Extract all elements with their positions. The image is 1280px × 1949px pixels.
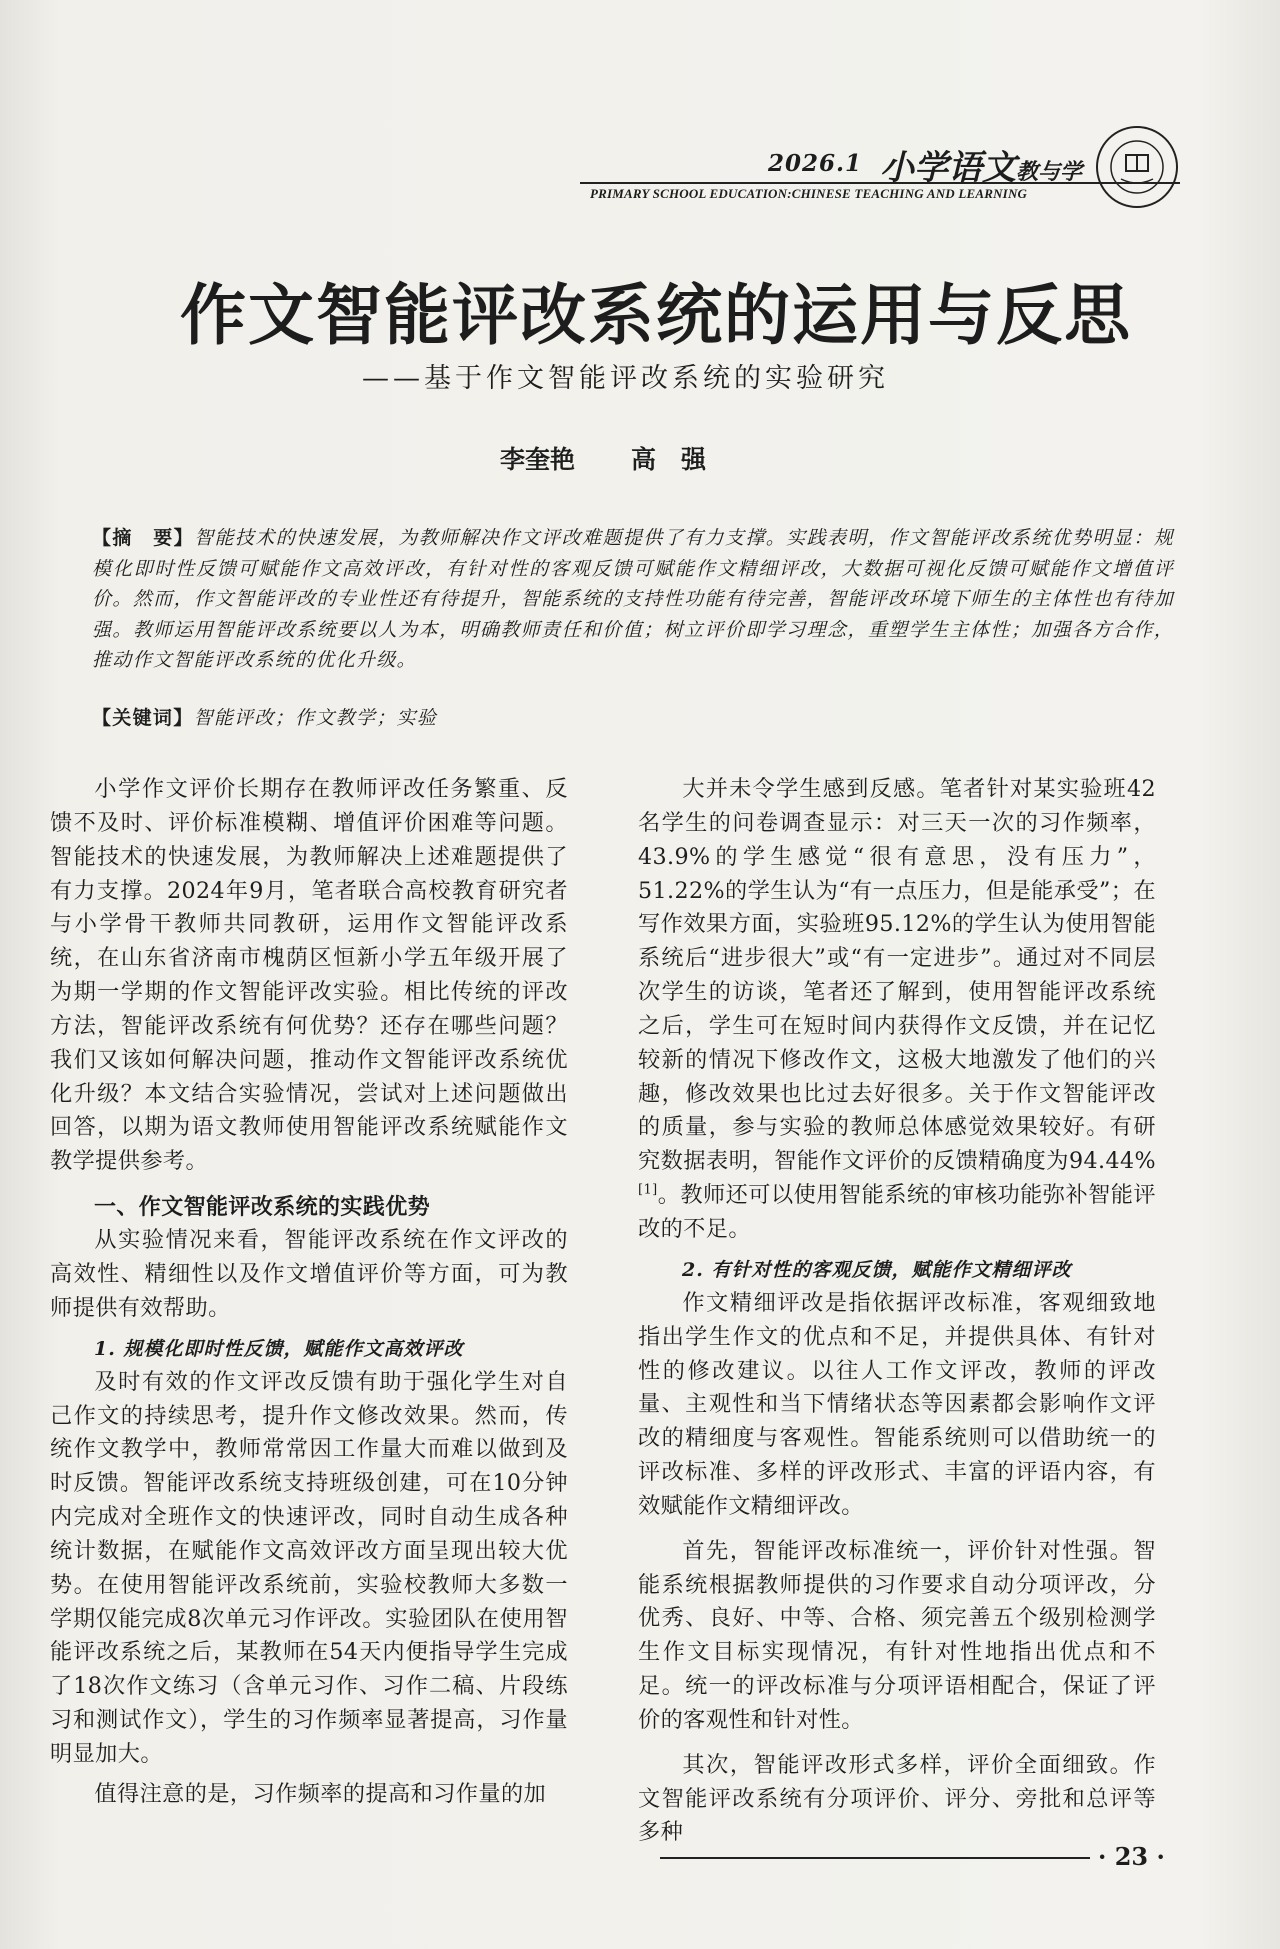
paragraph: 及时有效的作文评改反馈有助于强化学生对自己作文的持续思考，提升作文修改效果。然而，传统作文教学中，教师常常因工作量大而难以做到及时反馈。智能评改系统支持班级创建，可在10分钟内完成对全班作文的快速评改，同时自动生成各种统计数据，在赋能作文高效评改方面呈现出较大优势。在使用智能评改系统前，实验校教师大多数一学期仅能完成8次单元习作评改。实验团队在使用智能评改系统之后，某教师在54天内便指导学生完成了18次作文练习（含单元习作、习作二稿、片段练习和测试作文），学生的习作频率显著提高，习作量明显加大。 bbox=[50, 1368, 568, 1767]
journal-logo-icon bbox=[1096, 126, 1178, 208]
paragraph: 小学作文评价长期存在教师评改任务繁重、反馈不及时、评价标准模糊、增值评价困难等问题。智能技术的快速发展，为教师解决上述难题提供了有力支撑。2024年9月，笔者联合高校教育研究者与小学骨干教师共同教研，运用作文智能评改系统，在山东省济南市槐荫区恒新小学五年级开展了为期一学期的作文智能评改实验。相比传统的评改方法，智能评改系统有何优势？还存在哪些问题？我们又该如何解决问题，推动作文智能评改系统优化升级？本文结合实验情况，尝试对上述问题做出回答，以期为语文教师使用智能评改系统赋能作文教学提供参考。 bbox=[50, 776, 568, 1175]
author-name: 高 强 bbox=[631, 445, 707, 474]
header-rule bbox=[580, 182, 1180, 184]
abstract bbox=[92, 523, 1174, 676]
body-column-right bbox=[638, 773, 1156, 1850]
author-name: 李奎艳 bbox=[500, 445, 576, 474]
journal-name-suffix: 教与学 bbox=[1016, 159, 1083, 185]
section-heading: 一、作文智能评改系统的实践优势 bbox=[94, 1194, 431, 1221]
paragraph-text: 。教师还可以使用智能系统的审核功能弥补智能评改的不足。 bbox=[638, 1182, 1156, 1242]
issue-date: 2026.1 bbox=[768, 150, 863, 177]
body-column-left bbox=[50, 773, 568, 1812]
article-authors bbox=[500, 440, 706, 476]
paragraph: 值得注意的是，习作频率的提高和习作量的加 bbox=[94, 1780, 547, 1807]
page-number: · 23 · bbox=[1098, 1842, 1165, 1871]
footer-rule bbox=[660, 1857, 1090, 1859]
subsection-heading: 2. 有针对性的客观反馈，赋能作文精细评改 bbox=[682, 1258, 1072, 1281]
paragraph bbox=[638, 773, 1156, 1247]
abstract-label: 【摘 要】 bbox=[92, 527, 195, 549]
paragraph: 其次，智能评改形式多样，评价全面细致。作文智能评改系统有分项评价、评分、旁批和总评等多种 bbox=[638, 1751, 1156, 1846]
paragraph: 首先，智能评改标准统一，评价针对性强。智能系统根据教师提供的习作要求自动分项评改，分优秀、良好、中等、合格、须完善五个级别检测学生作文目标实现情况，有针对性地指出优点和不足。统一的评改标准与分项评语相配合，保证了评价的客观性和针对性。 bbox=[638, 1537, 1156, 1733]
journal-name-cn: 小学语文 bbox=[880, 148, 1016, 188]
abstract-text: 智能技术的快速发展，为教师解决作文评改难题提供了有力支撑。实践表明，作文智能评改系统优势明显：规模化即时性反馈可赋能作文高效评改，有针对性的客观反馈可赋能作文精细评改，大数据可视化反馈可赋能作文增值评价。然而，作文智能评改的专业性还有待提升，智能系统的支持性功能有待完善，智能评改环境下师生的主体性也有待加强。教师运用智能评改系统要以人为本，明确教师责任和价值；树立评价即学习理念，重塑学生主体性；加强各方合作，推动作文智能评改系统的优化升级。 bbox=[92, 527, 1174, 671]
journal-seal-icon bbox=[1107, 137, 1167, 197]
paragraph: 作文精细评改是指依据评改标准，客观细致地指出学生作文的优点和不足，并提供具体、有针对性的修改建议。以往人工作文评改，教师的评改量、主观性和当下情绪状态等因素都会影响作文评改的精细度与客观性。智能系统则可以借助统一的评改标准、多样的评改形式、丰富的评语内容，有效赋能作文精细评改。 bbox=[638, 1289, 1156, 1519]
paragraph: 从实验情况来看，智能评改系统在作文评改的高效性、精细性以及作文增值评价等方面，可为教师提供有效帮助。 bbox=[50, 1227, 568, 1321]
journal-name-en: PRIMARY SCHOOL EDUCATION:CHINESE TEACHING AND LEARNING bbox=[590, 186, 1028, 201]
subsection-heading: 1. 规模化即时性反馈，赋能作文高效评改 bbox=[94, 1337, 464, 1360]
paragraph-text: 大并未令学生感到反感。笔者针对某实验班42名学生的问卷调查显示：对三天一次的习作频率，43.9%的学生感觉“很有意思，没有压力”，51.22%的学生认为“有一点压力，但是能承受”；在写作效果方面，实验班95.12%的学生认为使用智能系统后“进步很大”或“有一定进步”。通过对不同层次学生的访谈，笔者还了解到，使用智能评改系统之后，学生可在短时间内获得作文反馈，并在记忆较新的情况下修改作文，这极大地激发了他们的兴趣，修改效果也比过去好很多。关于作文智能评改的质量，参与实验的教师总体感觉效果较好。有研究数据表明，智能作文评价的反馈精确度为94.44% bbox=[638, 776, 1156, 1175]
citation-ref: [1] bbox=[638, 1182, 658, 1198]
keywords-label: 【关键词】 bbox=[92, 707, 194, 729]
keywords bbox=[92, 703, 437, 730]
keywords-text: 智能评改；作文教学；实验 bbox=[193, 707, 438, 729]
article-subtitle: ——基于作文智能评改系统的实验研究 bbox=[362, 363, 889, 394]
article-title: 作文智能评改系统的运用与反思 bbox=[180, 276, 1132, 354]
